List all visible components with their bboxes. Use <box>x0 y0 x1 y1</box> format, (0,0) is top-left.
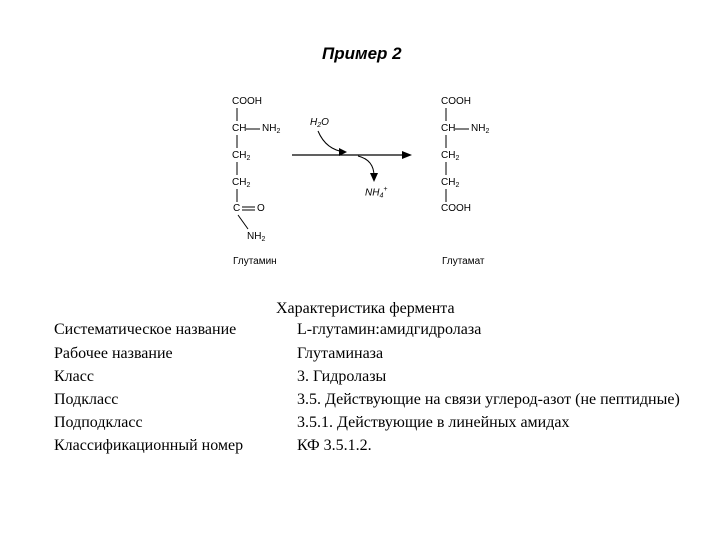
row-key: Рабочее название <box>54 345 173 362</box>
enzyme-row-class <box>54 368 694 392</box>
water-label: $H_2O$ <box>310 117 329 129</box>
row-value: 3.5. Действующие на связи углерод-азот (не пептидные) <box>297 391 680 408</box>
left-ch2-a: $CH_2$ <box>232 150 251 162</box>
ammonium-arrow-head <box>370 173 378 182</box>
enzyme-row-subclass <box>54 391 694 415</box>
left-molecule-name: Глутамин <box>233 256 277 267</box>
left-ch: CH <box>232 123 247 134</box>
row-key: Класс <box>54 368 94 385</box>
left-nh2: $NH_2$ <box>262 123 281 135</box>
row-value: 3. Гидролазы <box>297 368 387 385</box>
enzyme-row-subsubclass <box>54 414 694 438</box>
left-amide-nh2: $NH_2$ <box>247 231 266 243</box>
row-value: 3.5.1. Действующие в линейных амидах <box>297 414 570 431</box>
slide-title: Пример 2 <box>322 44 402 63</box>
row-value: КФ 3.5.1.2. <box>297 437 372 454</box>
enzyme-row-number <box>54 437 694 461</box>
right-molecule-name: Глутамат <box>442 256 485 267</box>
right-nh2: $NH_2$ <box>471 123 490 135</box>
right-ch2-a: $CH_2$ <box>441 150 460 162</box>
row-key: Подподкласс <box>54 414 143 431</box>
row-value: L-глутамин:амидгидролаза <box>297 321 482 338</box>
water-arrow-curve <box>318 131 345 152</box>
row-key: Систематическое название <box>54 321 237 338</box>
left-bond-amide <box>238 215 248 229</box>
left-cooh: COOH <box>232 96 262 107</box>
row-key: Подкласс <box>54 391 119 408</box>
right-cooh: COOH <box>441 96 471 107</box>
right-ch: CH <box>441 123 456 134</box>
row-value: Глутаминаза <box>297 345 384 362</box>
enzyme-row-working <box>54 345 694 369</box>
left-o: O <box>257 203 265 214</box>
right-cooh-bottom: COOH <box>441 203 471 214</box>
main-arrow-head <box>402 151 412 159</box>
enzyme-row-systematic <box>54 321 694 345</box>
right-ch2-b: $CH_2$ <box>441 177 460 189</box>
row-key: Классификационный номер <box>54 437 244 454</box>
left-ch2-b: $CH_2$ <box>232 177 251 189</box>
ammonium-label: $NH_4^+$ <box>365 186 388 200</box>
enzyme-heading: Характеристика фермента <box>276 300 455 317</box>
left-c: C <box>233 203 241 214</box>
